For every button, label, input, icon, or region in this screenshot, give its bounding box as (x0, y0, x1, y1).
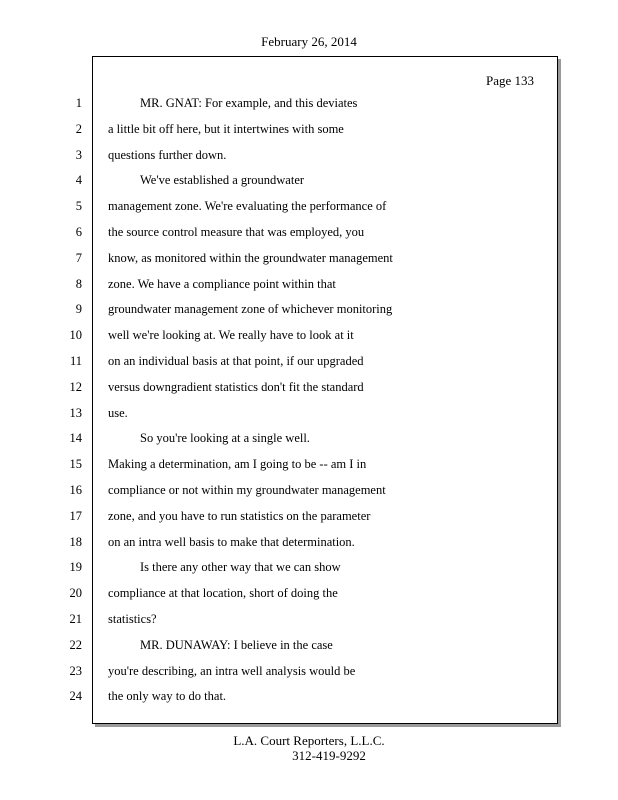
footer-company: L.A. Court Reporters, L.L.C. (233, 733, 385, 748)
transcript-line: well we're looking at. We really have to look at it (108, 328, 354, 343)
transcript-line: on an individual basis at that point, if our upgraded (108, 353, 364, 368)
line-number: 15 (69, 457, 82, 472)
transcript-line: compliance or not within my groundwater management (108, 482, 386, 497)
line-number: 23 (69, 663, 82, 678)
line-number: 11 (69, 353, 82, 368)
line-number: 16 (69, 482, 82, 497)
line-number: 3 (75, 147, 82, 162)
line-number: 7 (75, 250, 82, 265)
transcript-line: a little bit off here, but it intertwines with some (108, 121, 344, 136)
transcript-line: compliance at that location, short of doing the (108, 586, 338, 601)
line-number: 1 (75, 96, 82, 110)
transcript-line: We've established a groundwater (140, 173, 305, 188)
transcript-line: MR. DUNAWAY: I believe in the case (140, 637, 333, 652)
line-number: 19 (69, 560, 82, 575)
line-number: 9 (75, 302, 82, 317)
transcript-line: you're describing, an intra well analysis would be (108, 663, 356, 678)
transcript-line: So you're looking at a single well. (140, 431, 310, 446)
line-number: 14 (69, 431, 82, 446)
line-number: 21 (69, 611, 82, 626)
line-number: 10 (69, 328, 82, 343)
transcript-line: the only way to do that. (108, 689, 227, 704)
line-number: 12 (69, 379, 82, 394)
line-number: 13 (69, 405, 82, 420)
page-number: Page 133 (486, 73, 535, 88)
transcript-line: Is there any other way that we can show (140, 560, 341, 575)
line-number: 8 (75, 276, 82, 291)
transcript-line: Making a determination, am I going to be -- am I in (108, 457, 367, 472)
transcript-line: questions further down. (108, 147, 227, 162)
line-number: 2 (75, 121, 82, 136)
line-number: 24 (69, 689, 82, 704)
transcript-line: MR. GNAT: For example, and this deviates (140, 96, 358, 110)
transcript-line: know, as monitored within the groundwater management (108, 250, 393, 265)
transcript-line: management zone. We're evaluating the performance of (108, 199, 387, 214)
line-number: 22 (69, 637, 82, 652)
transcript-line: on an intra well basis to make that determination. (108, 534, 355, 549)
footer-phone: 312-419-9292 (292, 748, 366, 763)
transcript-line: groundwater management zone of whichever monitoring (108, 302, 393, 317)
line-number-column (60, 91, 82, 710)
header-date: February 26, 2014 (261, 34, 357, 49)
line-number: 18 (69, 534, 82, 549)
line-number: 20 (69, 586, 82, 601)
transcript-line: versus downgradient statistics don't fit the standard (108, 379, 364, 394)
transcript-line: use. (108, 405, 128, 420)
line-number: 6 (75, 224, 82, 239)
transcript-line: zone. We have a compliance point within that (108, 276, 336, 291)
transcript-line: statistics? (108, 611, 157, 626)
line-number: 17 (69, 508, 82, 523)
line-number: 5 (75, 199, 82, 214)
line-number: 4 (75, 173, 82, 188)
transcript-line: zone, and you have to run statistics on the parameter (108, 508, 371, 523)
transcript-line: the source control measure that was employed, you (108, 224, 365, 239)
transcript-text (108, 91, 548, 710)
footer (0, 733, 618, 763)
